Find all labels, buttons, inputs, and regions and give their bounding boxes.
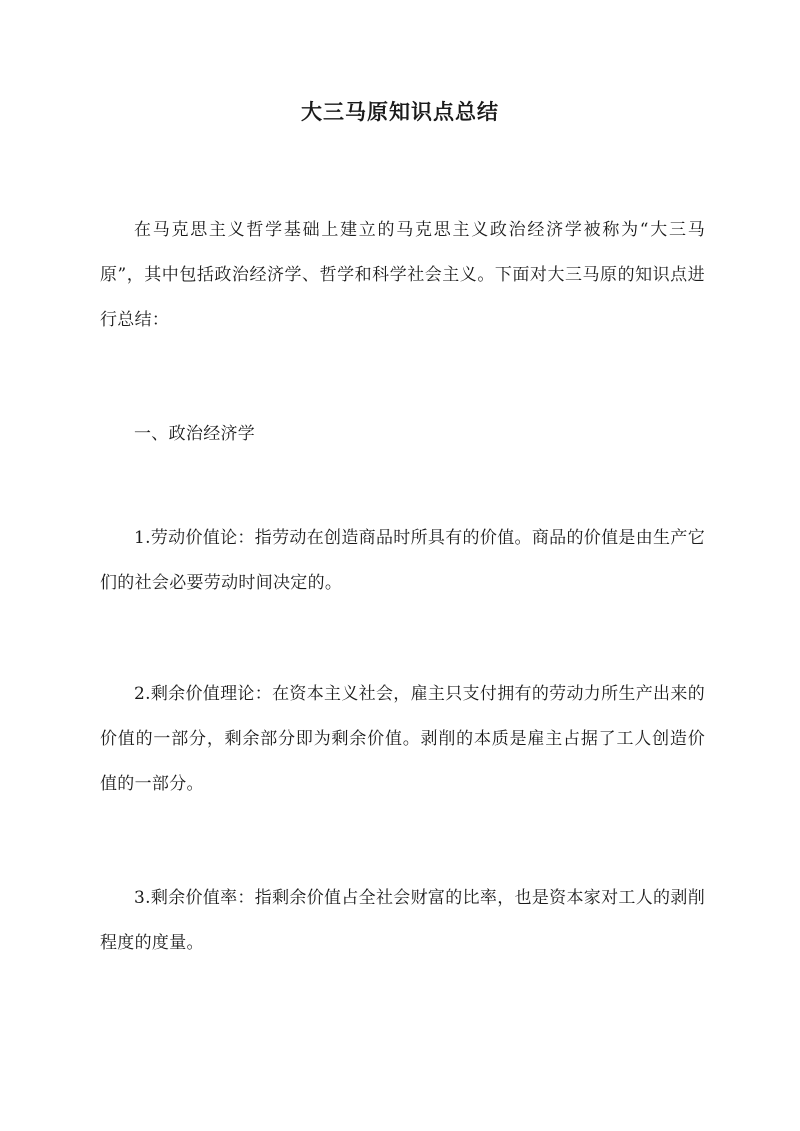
point-paragraph-2: 2.剩余价值理论：在资本主义社会，雇主只支付拥有的劳动力所生产出来的价值的一部分，剩余部分即为剩余价值。剥削的本质是雇主占据了工人创造价值的一部分。 — [100, 684, 705, 794]
intro-paragraph: 在马克思主义哲学基础上建立的马克思主义政治经济学被称为“大三马原”，其中包括政治经济学、哲学和科学社会主义。下面对大三马原的知识点进行总结： — [100, 220, 705, 330]
point-paragraph-1: 1.劳动价值论：指劳动在创造商品时所具有的价值。商品的价值是由生产它们的社会必要劳动时间决定的。 — [100, 528, 705, 593]
document-title: 大三马原知识点总结 — [301, 99, 499, 124]
point-paragraph-3: 3.剩余价值率：指剩余价值占全社会财富的比率，也是资本家对工人的剥削程度的度量。 — [100, 888, 705, 953]
section-heading: 一、政治经济学 — [134, 424, 256, 444]
